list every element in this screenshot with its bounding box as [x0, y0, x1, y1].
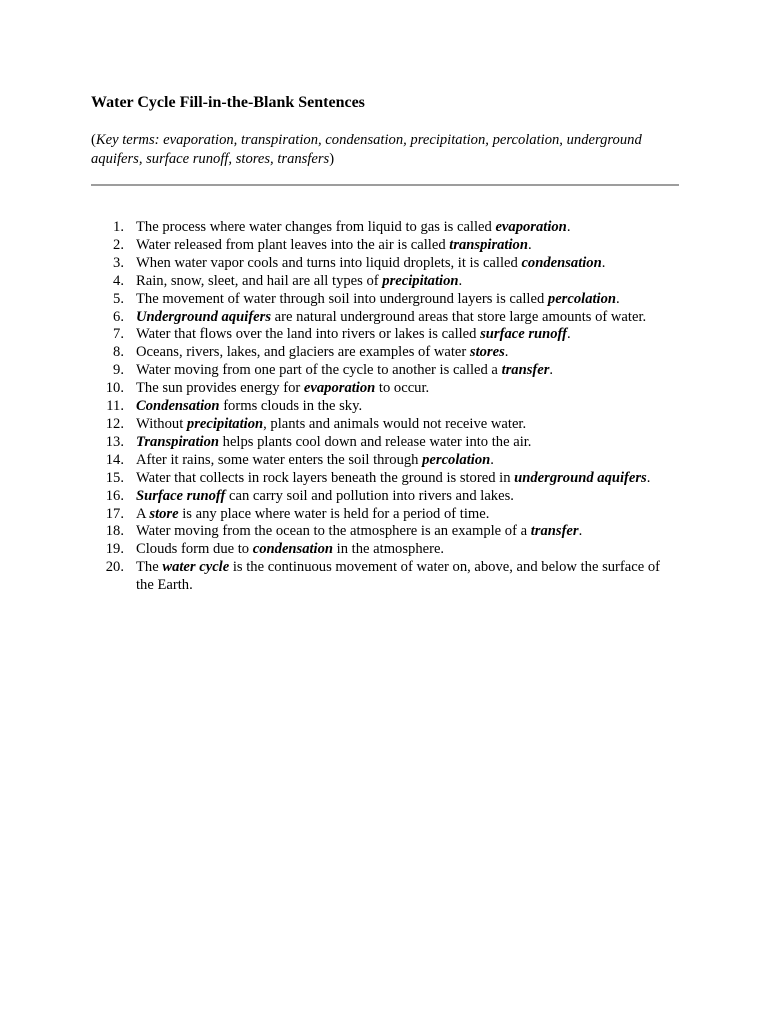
- sentence-text: .: [601, 254, 606, 271]
- list-item: [91, 488, 679, 506]
- key-term: Transpiration: [136, 433, 219, 450]
- list-item-number: 9.: [113, 362, 124, 379]
- key-terms-open-paren: (: [91, 132, 96, 148]
- sentence-text: The: [136, 559, 163, 576]
- sentence-text: Water that flows over the land into rivers or lakes is called: [136, 326, 481, 343]
- key-terms: [91, 131, 679, 169]
- sentence-list: [91, 219, 679, 595]
- list-item-number: 6.: [113, 308, 124, 325]
- list-item-number: 20.: [105, 559, 124, 576]
- list-item: [91, 380, 679, 398]
- list-item: [91, 541, 679, 559]
- list-item-number: 3.: [113, 254, 124, 271]
- key-term: water cycle: [162, 559, 230, 576]
- sentence-text: .: [578, 523, 583, 540]
- sentence-text: .: [458, 272, 463, 289]
- sentence-text: The process where water changes from liquid to gas is called: [136, 219, 496, 235]
- list-item: [91, 434, 679, 452]
- list-item: [91, 344, 679, 362]
- list-item: [91, 470, 679, 488]
- key-term: transfer: [530, 523, 579, 540]
- key-term: precipitation: [186, 415, 264, 432]
- page-title: Water Cycle Fill-in-the-Blank Sentences: [91, 94, 365, 111]
- sentence-text: .: [504, 344, 509, 361]
- list-item-number: 2.: [113, 236, 124, 253]
- sentence-text: .: [566, 219, 571, 235]
- list-item-number: 7.: [113, 326, 124, 343]
- list-item-number: 14.: [105, 451, 124, 468]
- list-item: [91, 219, 679, 237]
- key-term: precipitation: [382, 272, 459, 289]
- sentence-text: is any place where water is held for a period of time.: [178, 505, 490, 522]
- list-item: [91, 452, 679, 470]
- sentence-text: can carry soil and pollution into rivers and lakes.: [225, 487, 514, 504]
- sentence-text: .: [549, 362, 554, 379]
- key-term: Condensation: [136, 398, 220, 415]
- list-item: [91, 506, 679, 524]
- list-item-number: 5.: [113, 290, 124, 307]
- list-item-number: 17.: [105, 505, 124, 522]
- list-item: [91, 237, 679, 255]
- sentence-text: After it rains, some water enters the soil through: [136, 451, 423, 468]
- list-item-number: 1.: [113, 219, 124, 235]
- sentence-text: .: [490, 451, 494, 468]
- list-item-number: 16.: [105, 487, 124, 504]
- key-term: condensation: [521, 254, 602, 271]
- list-item: [91, 291, 679, 309]
- list-item-number: 18.: [105, 523, 124, 540]
- sentence-text: .: [527, 236, 532, 253]
- list-item-number: 19.: [105, 541, 124, 558]
- sentence-text: Without: [136, 415, 187, 432]
- list-item: [91, 398, 679, 416]
- key-term: transpiration: [449, 236, 528, 253]
- sentence-text: are natural underground areas that store large amounts of water.: [271, 308, 647, 325]
- list-item-number: 11.: [106, 398, 124, 415]
- key-term: underground aquifers: [514, 469, 647, 486]
- list-item-number: 12.: [105, 415, 124, 432]
- sentence-text: The movement of water through soil into underground layers is called: [136, 290, 548, 307]
- list-item-number: 15.: [105, 469, 124, 486]
- key-term: store: [149, 505, 179, 522]
- list-item-number: 8.: [113, 344, 124, 361]
- sentence-text: A: [136, 505, 150, 522]
- list-item: [91, 362, 679, 380]
- key-term: evaporation: [303, 380, 376, 397]
- key-term: surface runoff: [480, 326, 568, 343]
- list-item-number: 13.: [105, 433, 124, 450]
- sentence-text: Rain, snow, sleet, and hail are all types of: [136, 272, 383, 289]
- list-item: [91, 273, 679, 291]
- key-terms-close-paren: ): [329, 151, 335, 167]
- list-item: [91, 326, 679, 344]
- key-term: evaporation: [495, 219, 567, 235]
- sentence-text: is the continuous movement of water on, above, and below the surface of the Earth.: [136, 559, 660, 594]
- sentence-text: Water released from plant leaves into the air is called: [136, 236, 450, 253]
- sentence-text: to occur.: [375, 380, 430, 397]
- sentence-text: The sun provides energy for: [136, 380, 304, 397]
- key-term: condensation: [252, 541, 334, 558]
- key-term: stores: [469, 344, 505, 361]
- list-item: [91, 416, 679, 434]
- sentence-text: Clouds form due to: [136, 541, 253, 558]
- list-item-number: 10.: [105, 380, 124, 397]
- key-term: percolation: [547, 290, 617, 307]
- list-item: [91, 523, 679, 541]
- key-term: transfer: [501, 362, 550, 379]
- sentence-text: Water moving from one part of the cycle to another is called a: [136, 362, 502, 379]
- sentence-text: When water vapor cools and turns into liquid droplets, it is called: [136, 254, 522, 271]
- sentence-text: Water that collects in rock layers beneath the ground is stored in: [136, 469, 515, 486]
- document-page: [91, 92, 679, 595]
- horizontal-rule: [91, 184, 679, 186]
- list-item-number: 4.: [113, 272, 124, 289]
- sentence-text: .: [567, 326, 571, 343]
- sentence-text: Water moving from the ocean to the atmosphere is an example of a: [136, 523, 531, 540]
- key-term: Underground aquifers: [136, 308, 272, 325]
- list-item: [91, 559, 679, 595]
- sentence-text: in the atmosphere.: [333, 541, 445, 558]
- key-terms-text: Key terms: evaporation, transpiration, condensation, precipitation, percolation, underground aquifers, surface runoff, stores, transfers: [91, 132, 642, 167]
- sentence-text: , plants and animals would not receive water.: [263, 415, 527, 432]
- sentence-text: .: [616, 290, 620, 307]
- list-item: [91, 255, 679, 273]
- sentence-text: Oceans, rivers, lakes, and glaciers are examples of water: [136, 344, 470, 361]
- sentence-text: forms clouds in the sky.: [219, 398, 363, 415]
- key-term: percolation: [422, 451, 491, 468]
- list-item: [91, 309, 679, 327]
- key-term: Surface runoff: [136, 487, 226, 504]
- sentence-text: helps plants cool down and release water into the air.: [219, 433, 532, 450]
- sentence-text: .: [646, 469, 651, 486]
